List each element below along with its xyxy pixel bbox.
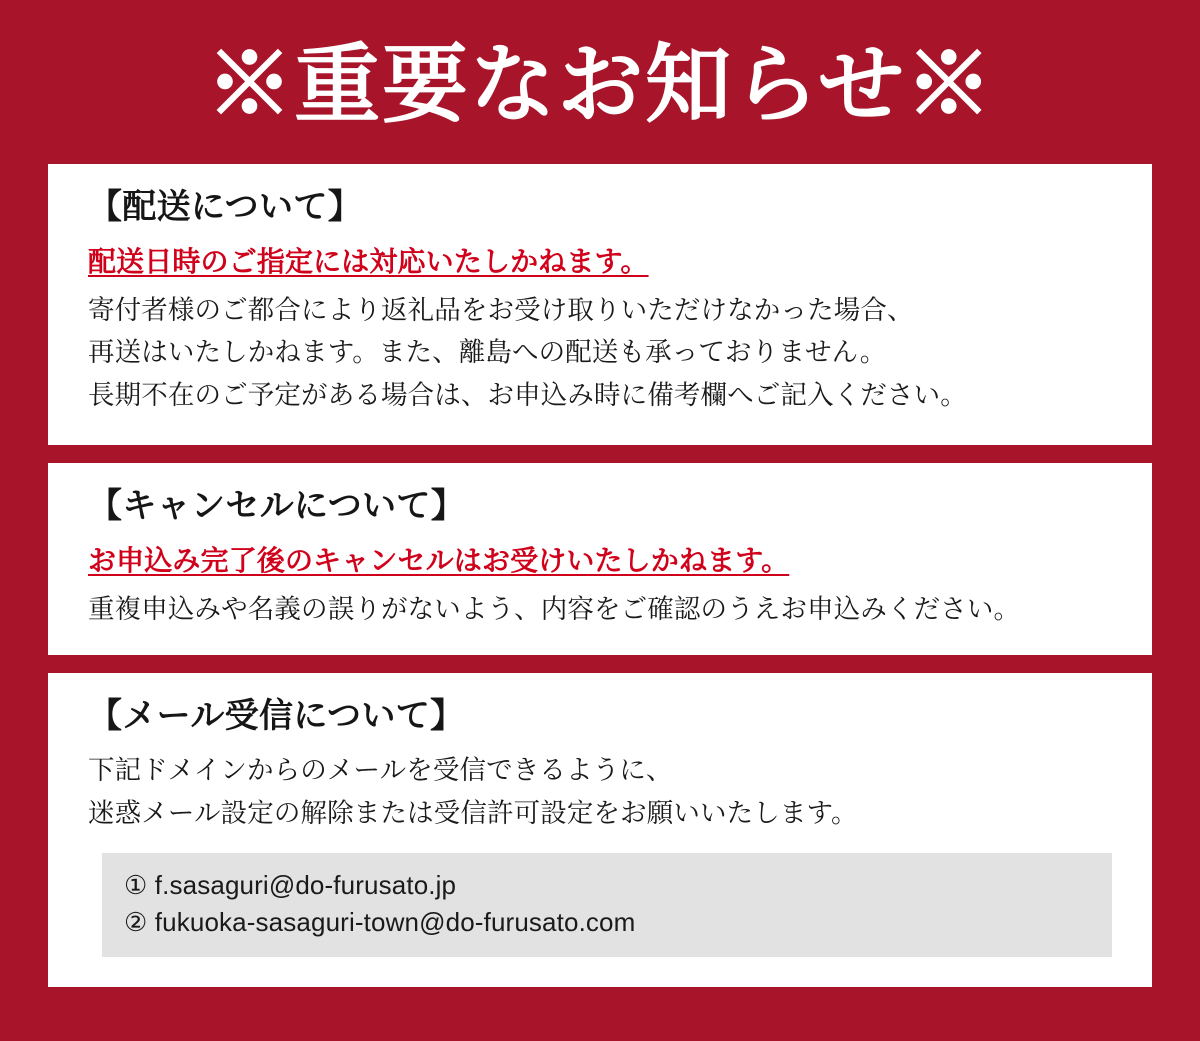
section-line: 再送はいたしかねます。また、離島への配送も承っておりません。 [88,337,887,368]
notice-section-cancellation [48,463,1152,654]
section-emphasis-delivery: 配送日時のご指定には対応いたしかねます。 [88,245,649,277]
email-address-item: ① f.sasaguri@do-furusato.jp [124,870,457,901]
section-body-cancellation [88,588,1112,631]
section-line: 重複申込みや名義の誤りがないよう、内容をご確認のうえお申込みください。 [88,593,1021,624]
section-heading-cancellation: 【キャンセルについて】 [88,487,466,526]
section-emphasis-cancellation: お申込み完了後のキャンセルはお受けいたしかねます。 [88,544,790,576]
section-heading-delivery: 【配送について】 [88,188,363,226]
section-line: 下記ドメインからのメールを受信できるように、 [88,755,673,786]
notice-section-delivery [48,164,1152,445]
section-body-delivery [88,289,1112,418]
email-address-item: ② fukuoka-sasaguri-town@do-furusato.com [124,906,636,937]
section-heading-email: 【メール受信について】 [88,696,465,735]
notice-section-email [48,673,1152,987]
section-body-email [88,749,1112,835]
section-line: 長期不在のご予定がある場合は、お申込み時に備考欄へご記入ください。 [88,380,967,411]
section-line: 寄付者様のご都合により返礼品をお受け取りいただけなかった場合、 [88,294,914,325]
email-domain-list [102,853,1112,957]
section-line: 迷惑メール設定の解除または受信許可設定をお願いいたします。 [88,798,858,829]
page-title: ※重要なお知らせ※ [206,37,994,133]
